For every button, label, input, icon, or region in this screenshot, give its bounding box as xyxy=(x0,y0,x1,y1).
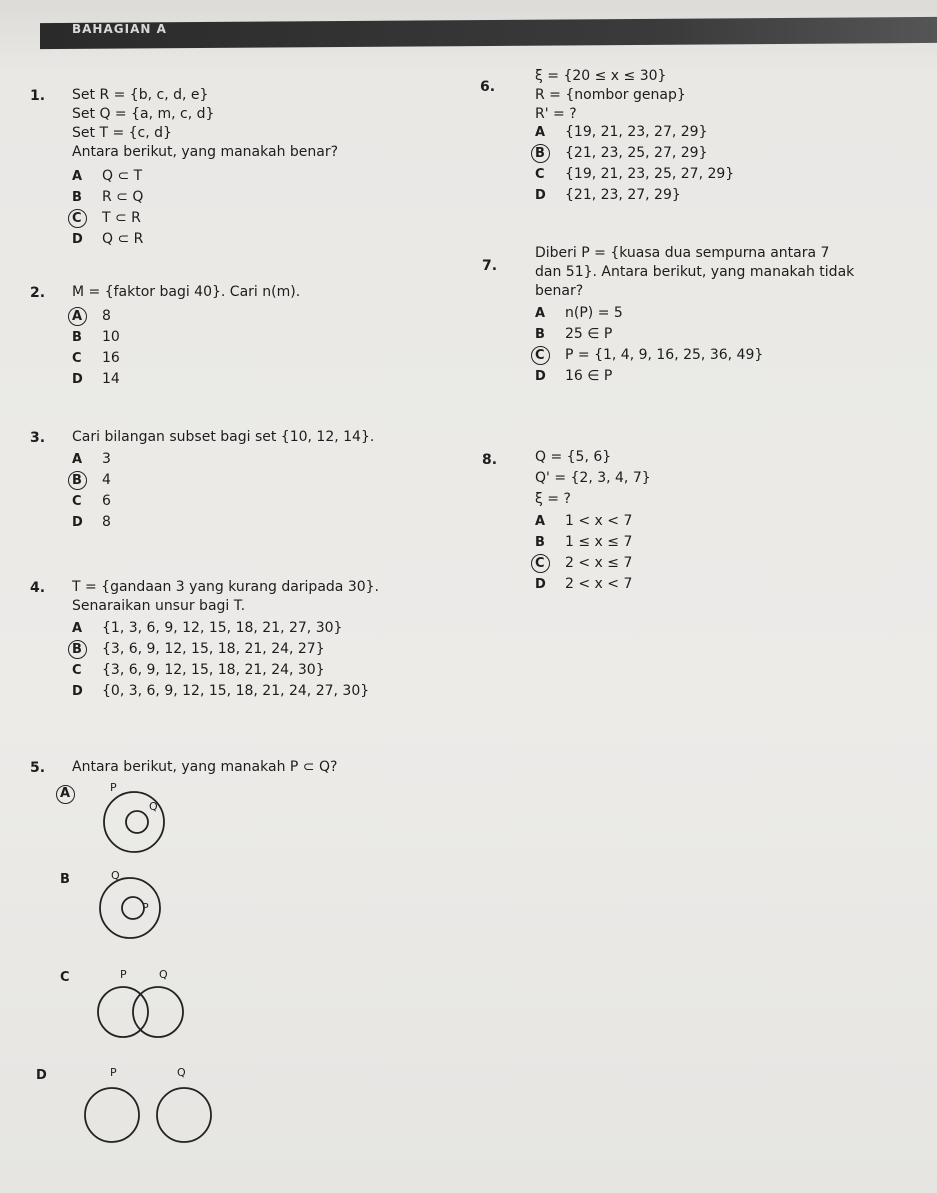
question-5 xyxy=(72,758,337,777)
venn-diagram-c[interactable] xyxy=(88,982,198,1042)
outer-circle xyxy=(100,878,160,938)
option-a[interactable] xyxy=(72,618,379,639)
option-letter: B xyxy=(535,535,545,550)
question-line: ξ = {20 ≤ x ≤ 30} xyxy=(535,68,667,84)
right-circle xyxy=(157,1088,211,1142)
question-line: ξ = ? xyxy=(535,491,571,507)
option-text: 2 < x < 7 xyxy=(565,576,633,592)
right-circle xyxy=(133,987,183,1037)
option-letter: B xyxy=(72,190,82,205)
option-letter-circled: B xyxy=(535,143,565,164)
option-letter: A xyxy=(535,306,546,321)
question-number: 7. xyxy=(482,258,498,274)
option-text: 3 xyxy=(102,451,111,467)
option-text: 2 < x ≤ 7 xyxy=(565,555,633,571)
question-line: Antara berikut, yang manakah P ⊂ Q? xyxy=(72,759,338,775)
option-letter-circled: A xyxy=(72,306,102,327)
question-2 xyxy=(72,283,300,390)
set-label-left: P xyxy=(110,1066,117,1079)
option-text: {0, 3, 6, 9, 12, 15, 18, 21, 24, 27, 30} xyxy=(102,683,370,699)
option-letter: D xyxy=(535,577,546,592)
option-letter: C xyxy=(72,494,82,509)
option-a[interactable] xyxy=(72,449,374,470)
set-label-right: Q xyxy=(177,1066,186,1079)
option-text: T ⊂ R xyxy=(102,210,141,226)
option-text: {19, 21, 23, 27, 29} xyxy=(565,124,708,140)
question-number: 6. xyxy=(480,79,496,95)
option-a[interactable] xyxy=(535,303,854,324)
question-4 xyxy=(72,578,379,702)
question-7 xyxy=(535,244,854,387)
option-c[interactable] xyxy=(72,660,379,681)
question-line: Senaraikan unsur bagi T. xyxy=(72,598,246,614)
question-line: Q = {5, 6} xyxy=(535,449,612,465)
option-d[interactable] xyxy=(36,1066,66,1085)
set-label-inner: Q xyxy=(149,800,158,813)
question-6-options xyxy=(535,122,734,206)
option-letter: A xyxy=(72,169,83,184)
option-letter: D xyxy=(72,232,83,247)
option-text: 1 ≤ x ≤ 7 xyxy=(565,534,633,550)
option-c[interactable] xyxy=(72,348,300,369)
option-letter: D xyxy=(72,515,83,530)
venn-diagram-b[interactable] xyxy=(92,872,172,942)
option-a[interactable] xyxy=(72,166,338,187)
option-text: n(P) = 5 xyxy=(565,305,623,321)
section-header-title: BAHAGIAN A xyxy=(72,22,167,36)
option-letter: D xyxy=(72,684,83,699)
question-number: 4. xyxy=(30,580,46,596)
option-text: {3, 6, 9, 12, 15, 18, 21, 24, 30} xyxy=(102,662,325,678)
outer-circle xyxy=(104,792,164,852)
question-line: Set Q = {a, m, c, d} xyxy=(72,106,215,122)
option-text: P = {1, 4, 9, 16, 25, 36, 49} xyxy=(565,347,764,363)
venn-diagram-d[interactable] xyxy=(82,1080,222,1150)
option-letter: B xyxy=(60,872,70,887)
option-d[interactable] xyxy=(72,369,300,390)
option-text: Q ⊂ T xyxy=(102,168,143,184)
option-letter: B xyxy=(535,327,545,342)
option-letter: C xyxy=(60,970,70,985)
question-8 xyxy=(535,448,651,595)
option-text: {21, 23, 27, 29} xyxy=(565,187,681,203)
option-text: {3, 6, 9, 12, 15, 18, 21, 24, 27} xyxy=(102,641,325,657)
option-d[interactable] xyxy=(535,366,854,387)
question-number: 1. xyxy=(30,88,46,104)
question-line: Diberi P = {kuasa dua sempurna antara 7 xyxy=(535,245,830,261)
option-letter: D xyxy=(535,369,546,384)
option-letter: C xyxy=(72,351,82,366)
option-d[interactable] xyxy=(72,512,374,533)
option-c[interactable] xyxy=(535,164,734,185)
venn-svg xyxy=(96,786,176,856)
option-text: R ⊂ Q xyxy=(102,189,144,205)
option-b[interactable] xyxy=(60,870,90,889)
option-text: 6 xyxy=(102,493,111,509)
option-letter-circled: C xyxy=(535,345,565,366)
set-label-left: P xyxy=(120,968,127,981)
option-c[interactable] xyxy=(72,208,338,229)
question-line: Cari bilangan subset bagi set {10, 12, 14}. xyxy=(72,429,375,445)
option-text: 25 ∈ P xyxy=(565,326,613,342)
option-c[interactable] xyxy=(72,491,374,512)
option-text: 8 xyxy=(102,308,111,324)
option-d[interactable] xyxy=(535,574,651,595)
question-line: benar? xyxy=(535,283,584,299)
option-d[interactable] xyxy=(72,681,379,702)
question-line: Set T = {c, d} xyxy=(72,125,172,141)
option-a[interactable] xyxy=(60,784,90,803)
option-letter: C xyxy=(535,167,545,182)
option-text: {1, 3, 6, 9, 12, 15, 18, 21, 27, 30} xyxy=(102,620,343,636)
venn-svg xyxy=(82,1080,222,1150)
option-letter: D xyxy=(72,372,83,387)
option-b[interactable] xyxy=(72,639,379,660)
option-letter-circled: C xyxy=(535,553,565,574)
question-3 xyxy=(72,428,374,533)
option-text: 16 xyxy=(102,350,120,366)
question-number: 2. xyxy=(30,285,46,301)
option-text: 4 xyxy=(102,472,111,488)
option-letter: B xyxy=(72,330,82,345)
option-c[interactable] xyxy=(535,345,854,366)
option-text: 16 ∈ P xyxy=(565,368,613,384)
question-line: Antara berikut, yang manakah benar? xyxy=(72,144,339,160)
option-text: 14 xyxy=(102,371,120,387)
venn-diagram-a[interactable] xyxy=(96,786,176,856)
question-line: R' = ? xyxy=(535,106,577,122)
question-line: Set R = {b, c, d, e} xyxy=(72,87,209,103)
option-d[interactable] xyxy=(72,229,338,250)
option-b[interactable] xyxy=(72,470,374,491)
question-line: dan 51}. Antara berikut, yang manakah tidak xyxy=(535,264,855,280)
set-label-inner: P xyxy=(142,901,149,914)
option-c[interactable] xyxy=(535,553,651,574)
option-letter-circled: B xyxy=(72,639,102,660)
option-c[interactable] xyxy=(60,968,90,987)
option-letter: C xyxy=(72,663,82,678)
question-line: Q' = {2, 3, 4, 7} xyxy=(535,470,651,486)
option-text: Q ⊂ R xyxy=(102,231,144,247)
venn-svg xyxy=(88,982,198,1042)
option-b[interactable] xyxy=(535,532,651,553)
question-line: R = {nombor genap} xyxy=(535,87,686,103)
option-letter: A xyxy=(72,621,83,636)
option-text: 8 xyxy=(102,514,111,530)
option-a[interactable] xyxy=(72,306,300,327)
question-line: T = {gandaan 3 yang kurang daripada 30}. xyxy=(72,579,379,595)
question-number: 8. xyxy=(482,452,498,468)
inner-circle xyxy=(122,897,144,919)
left-circle xyxy=(85,1088,139,1142)
option-b[interactable] xyxy=(535,143,734,164)
option-a[interactable] xyxy=(535,511,651,532)
option-b[interactable] xyxy=(535,324,854,345)
question-number: 3. xyxy=(30,430,46,446)
question-1 xyxy=(72,86,338,250)
option-text: {21, 23, 25, 27, 29} xyxy=(565,145,708,161)
question-number: 5. xyxy=(30,760,46,776)
option-letter: D xyxy=(535,188,546,203)
option-d[interactable] xyxy=(535,185,734,206)
set-label-right: Q xyxy=(159,968,168,981)
option-text: 1 < x < 7 xyxy=(565,513,633,529)
set-label-outer: Q xyxy=(111,869,120,882)
set-label-outer: P xyxy=(110,781,117,794)
question-6 xyxy=(535,67,686,124)
option-letter-circled: A xyxy=(60,784,90,803)
question-line: M = {faktor bagi 40}. Cari n(m). xyxy=(72,284,301,300)
inner-circle xyxy=(126,811,148,833)
venn-svg xyxy=(92,872,172,942)
option-a[interactable] xyxy=(535,122,734,143)
option-letter: A xyxy=(535,125,546,140)
option-b[interactable] xyxy=(72,327,300,348)
option-b[interactable] xyxy=(72,187,338,208)
option-letter-circled: B xyxy=(72,470,102,491)
option-letter: D xyxy=(36,1068,47,1083)
option-text: 10 xyxy=(102,329,120,345)
option-letter-circled: C xyxy=(72,208,102,229)
option-letter: A xyxy=(535,514,546,529)
option-letter: A xyxy=(72,452,83,467)
option-text: {19, 21, 23, 25, 27, 29} xyxy=(565,166,735,182)
